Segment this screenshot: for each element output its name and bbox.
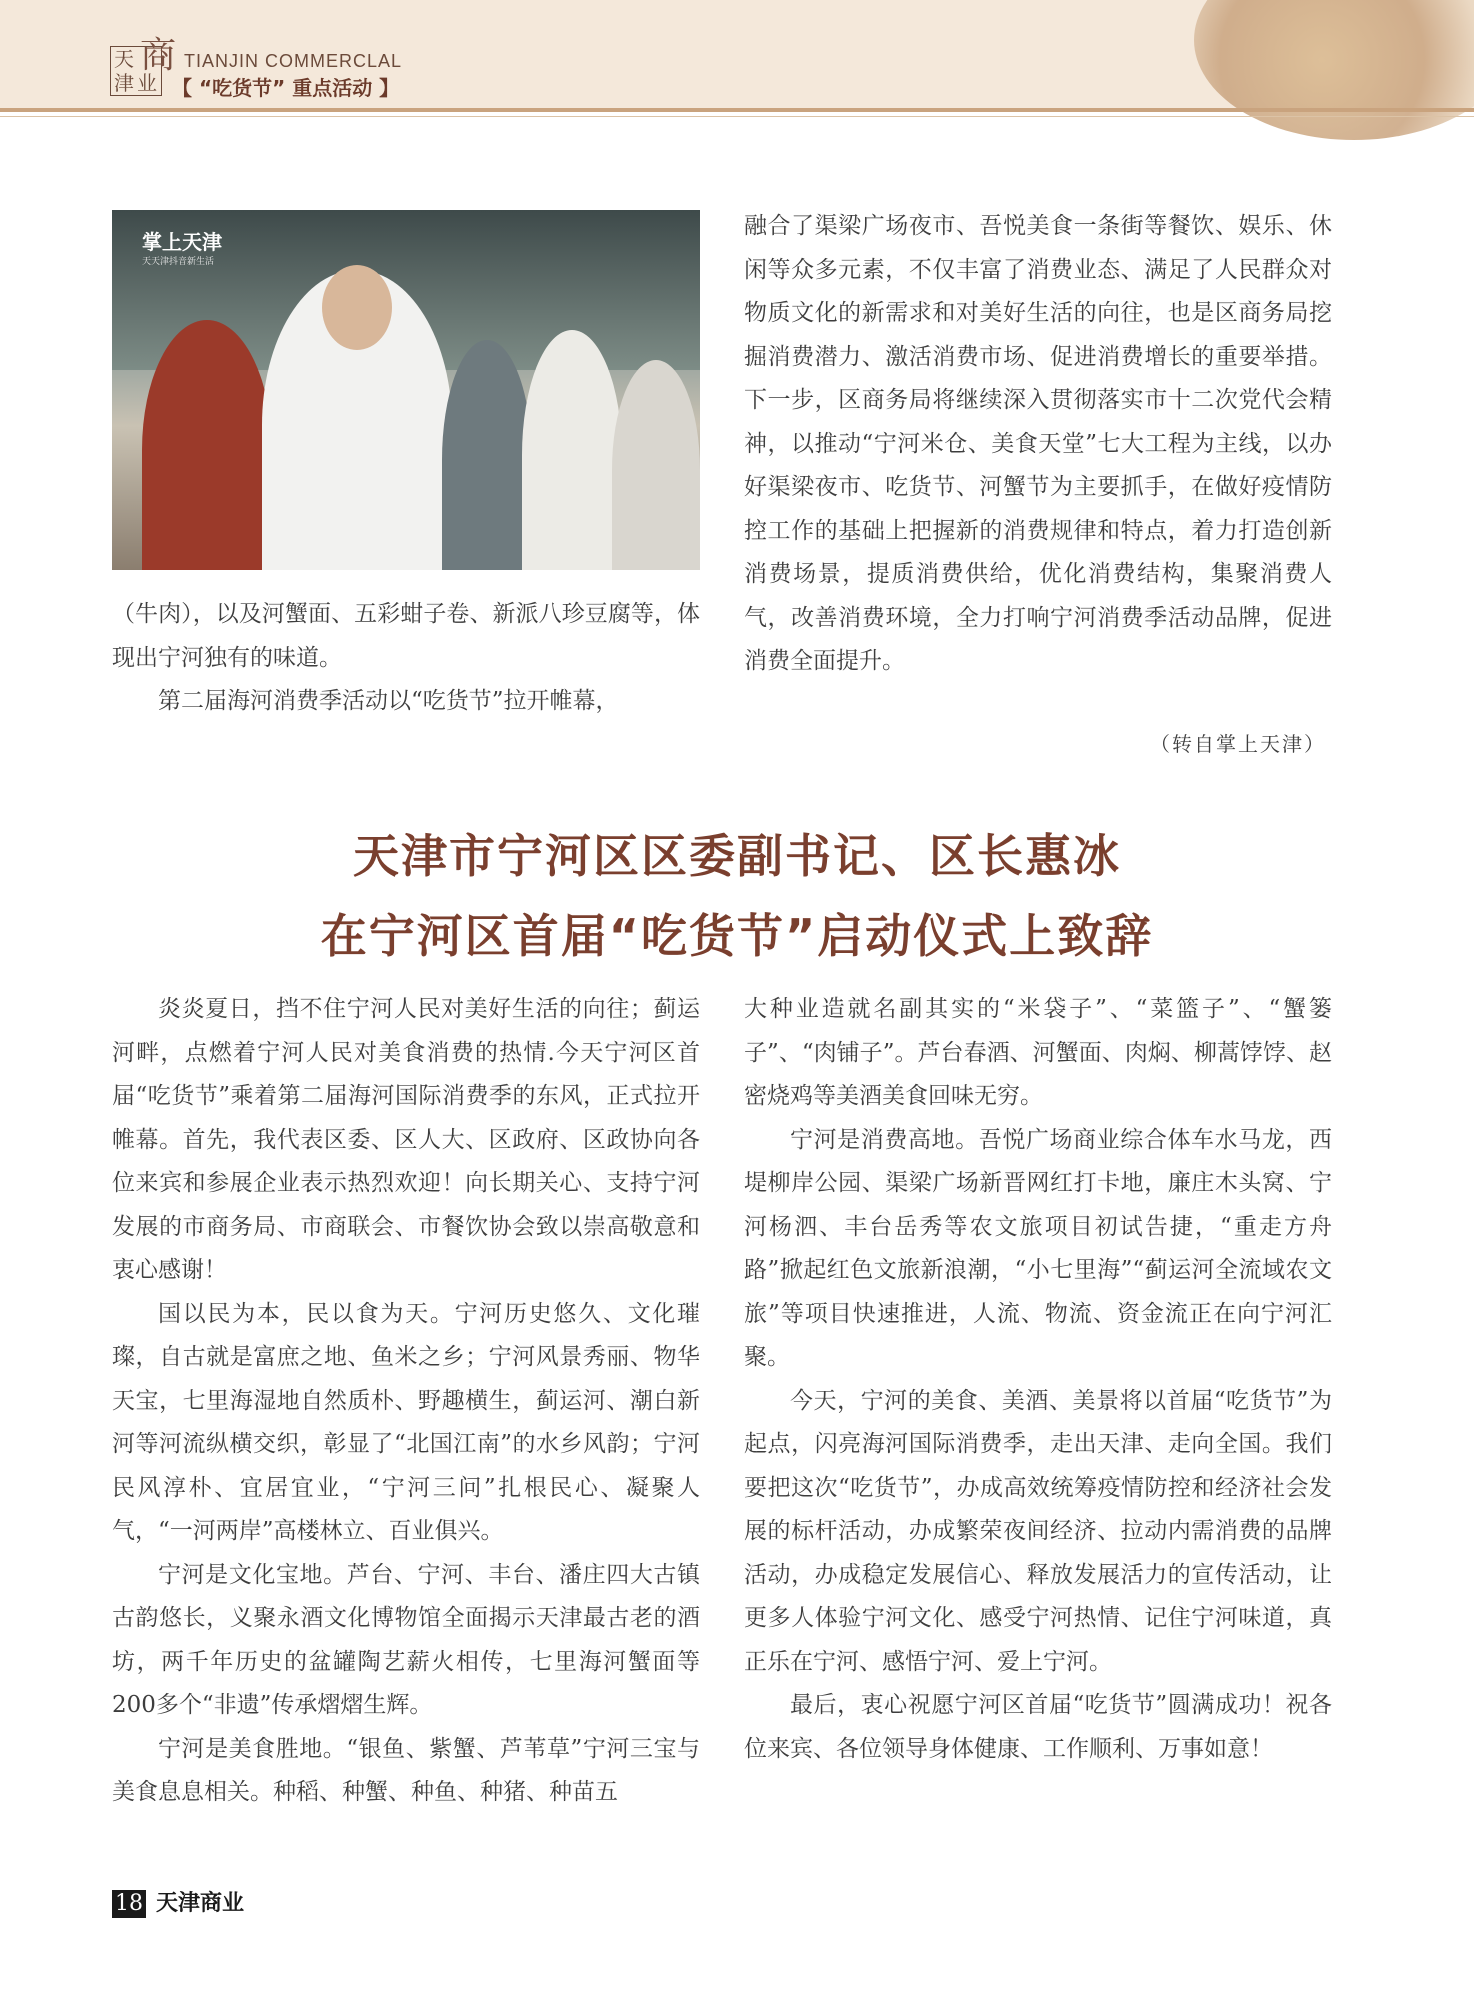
paragraph: 宁河是美食胜地。“银鱼、紫蟹、芦苇草”宁河三宝与美食息息相关。种稻、种蟹、种鱼、种猪、种苗五 — [112, 1735, 700, 1805]
photo-person-red — [142, 320, 272, 570]
header-divider — [0, 108, 1474, 112]
article-right-column — [744, 988, 1332, 1771]
photo-watermark-sub: 天天津抖音新生活 — [142, 257, 215, 267]
photo-person-right — [612, 360, 700, 570]
top-right-column — [744, 205, 1332, 684]
logo-char-large: 商 — [140, 35, 177, 76]
page-number: 18 — [112, 1890, 146, 1918]
paragraph: 大种业造就名副其实的“米袋子”、“菜篮子”、“蟹篓子”、“肉铺子”。芦台春酒、河蟹面、肉焖、柳蒿饽饽、赵密烧鸡等美酒美食回味无穷。 — [744, 996, 1332, 1109]
photo-face — [322, 265, 392, 350]
magazine-brand: TIANJIN COMMERCLAL — [184, 51, 403, 71]
photo-person-grey — [442, 340, 532, 570]
paragraph: 第二届海河消费季活动以“吃货节”拉开帷幕， — [158, 688, 619, 714]
logo-char: 业 — [137, 71, 157, 95]
paragraph: （牛肉），以及河蟹面、五彩蚶子卷、新派八珍豆腐等，体现出宁河独有的味道。 — [112, 601, 700, 671]
header-divider-thin — [0, 116, 1474, 117]
source-credit: （转自掌上天津） — [1150, 732, 1326, 756]
article-left-column — [112, 988, 700, 1815]
logo-char: 天 — [114, 47, 134, 71]
paragraph: 炎炎夏日，挡不住宁河人民对美好生活的向往；蓟运河畔，点燃着宁河人民对美食消费的热情.今天宁河区首届“吃货节”乘着第二届海河国际消费季的东风，正式拉开帷幕。首先，我代表区委、区人大、区政府、区政协向各位来宾和参展企业表示热烈欢迎！向长期关心、支持宁河发展的市商务局、市商联会、市餐饮协会致以崇高敬意和衷心感谢！ — [112, 996, 700, 1283]
paragraph: 宁河是文化宝地。芦台、宁河、丰台、潘庄四大古镇古韵悠长，义聚永酒文化博物馆全面揭示天津最古老的酒坊，两千年历史的盆罐陶艺薪火相传，七里海河蟹面等200多个“非遗”传承熠熠生辉。 — [112, 1561, 700, 1718]
article-title-line2: 在宁河区首届“吃货节”启动仪式上致辞 — [320, 909, 1154, 963]
logo-char: 津 — [114, 71, 134, 95]
paragraph: 融合了渠梁广场夜市、吾悦美食一条街等餐饮、娱乐、休闲等众多元素，不仅丰富了消费业态、满足了人民群众对物质文化的新需求和对美好生活的向往，也是区商务局挖掘消费潜力、激活消费市场、促进消费增长的重要举措。下一步，区商务局将继续深入贯彻落实市十二次党代会精神，以推动“宁河米仓、美食天堂”七大工程为主线，以办好渠梁夜市、吃货节、河蟹节为主要抓手，在做好疫情防控工作的基础上把握新的消费规律和特点，着力打造创新消费场景，提质消费供给，优化消费结构，集聚消费人气，改善消费环境，全力打响宁河消费季活动品牌，促进消费全面提升。 — [744, 213, 1332, 674]
paragraph: 宁河是消费高地。吾悦广场商业综合体车水马龙，西堤柳岸公园、渠梁广场新晋网红打卡地，廉庄木头窝、宁河杨泗、丰台岳秀等农文旅项目初试告捷，“重走方舟路”掀起红色文旅新浪潮，“小七里海”“蓟运河全流域农文旅”等项目快速推进，人流、物流、资金流正在向宁河汇聚。 — [744, 1126, 1332, 1370]
photo-watermark: 掌上天津 — [142, 230, 222, 254]
photo-person-white-2 — [522, 330, 622, 570]
article-title-line1: 天津市宁河区区委副书记、区长惠冰 — [353, 829, 1121, 883]
magazine-name: 天津商业 — [156, 1891, 245, 1916]
page-header — [0, 0, 1474, 108]
top-left-column — [112, 593, 700, 724]
event-photo — [112, 210, 700, 570]
paragraph: 今天，宁河的美食、美酒、美景将以首届“吃货节”为起点，闪亮海河国际消费季，走出天津、走向全国。我们要把这次“吃货节”，办成高效统筹疫情防控和经济社会发展的标杆活动，办成繁荣夜间经济、拉动内需消费的品牌活动，办成稳定发展信心、释放发展活力的宣传活动，让更多人体验宁河文化、感受宁河热情、记住宁河味道，真正乐在宁河、感悟宁河、爱上宁河。 — [744, 1387, 1332, 1675]
paragraph: 国以民为本，民以食为天。宁河历史悠久、文化璀璨，自古就是富庶之地、鱼米之乡；宁河风景秀丽、物华天宝，七里海湿地自然质朴、野趣横生，蓟运河、潮白新河等河流纵横交织，彰显了“北国江南”的水乡风韵；宁河民风淳朴、宜居宜业，“宁河三问”扎根民心、凝聚人气，“一河两岸”高楼林立、百业俱兴。 — [112, 1300, 700, 1544]
globe-decoration-icon — [1194, 0, 1474, 140]
section-tag: 【 “吃货节” 重点活动 】 — [172, 76, 400, 100]
paragraph: 最后，衷心祝愿宁河区首届“吃货节”圆满成功！祝各位来宾、各位领导身体健康、工作顺利、万事如意！ — [744, 1692, 1332, 1762]
